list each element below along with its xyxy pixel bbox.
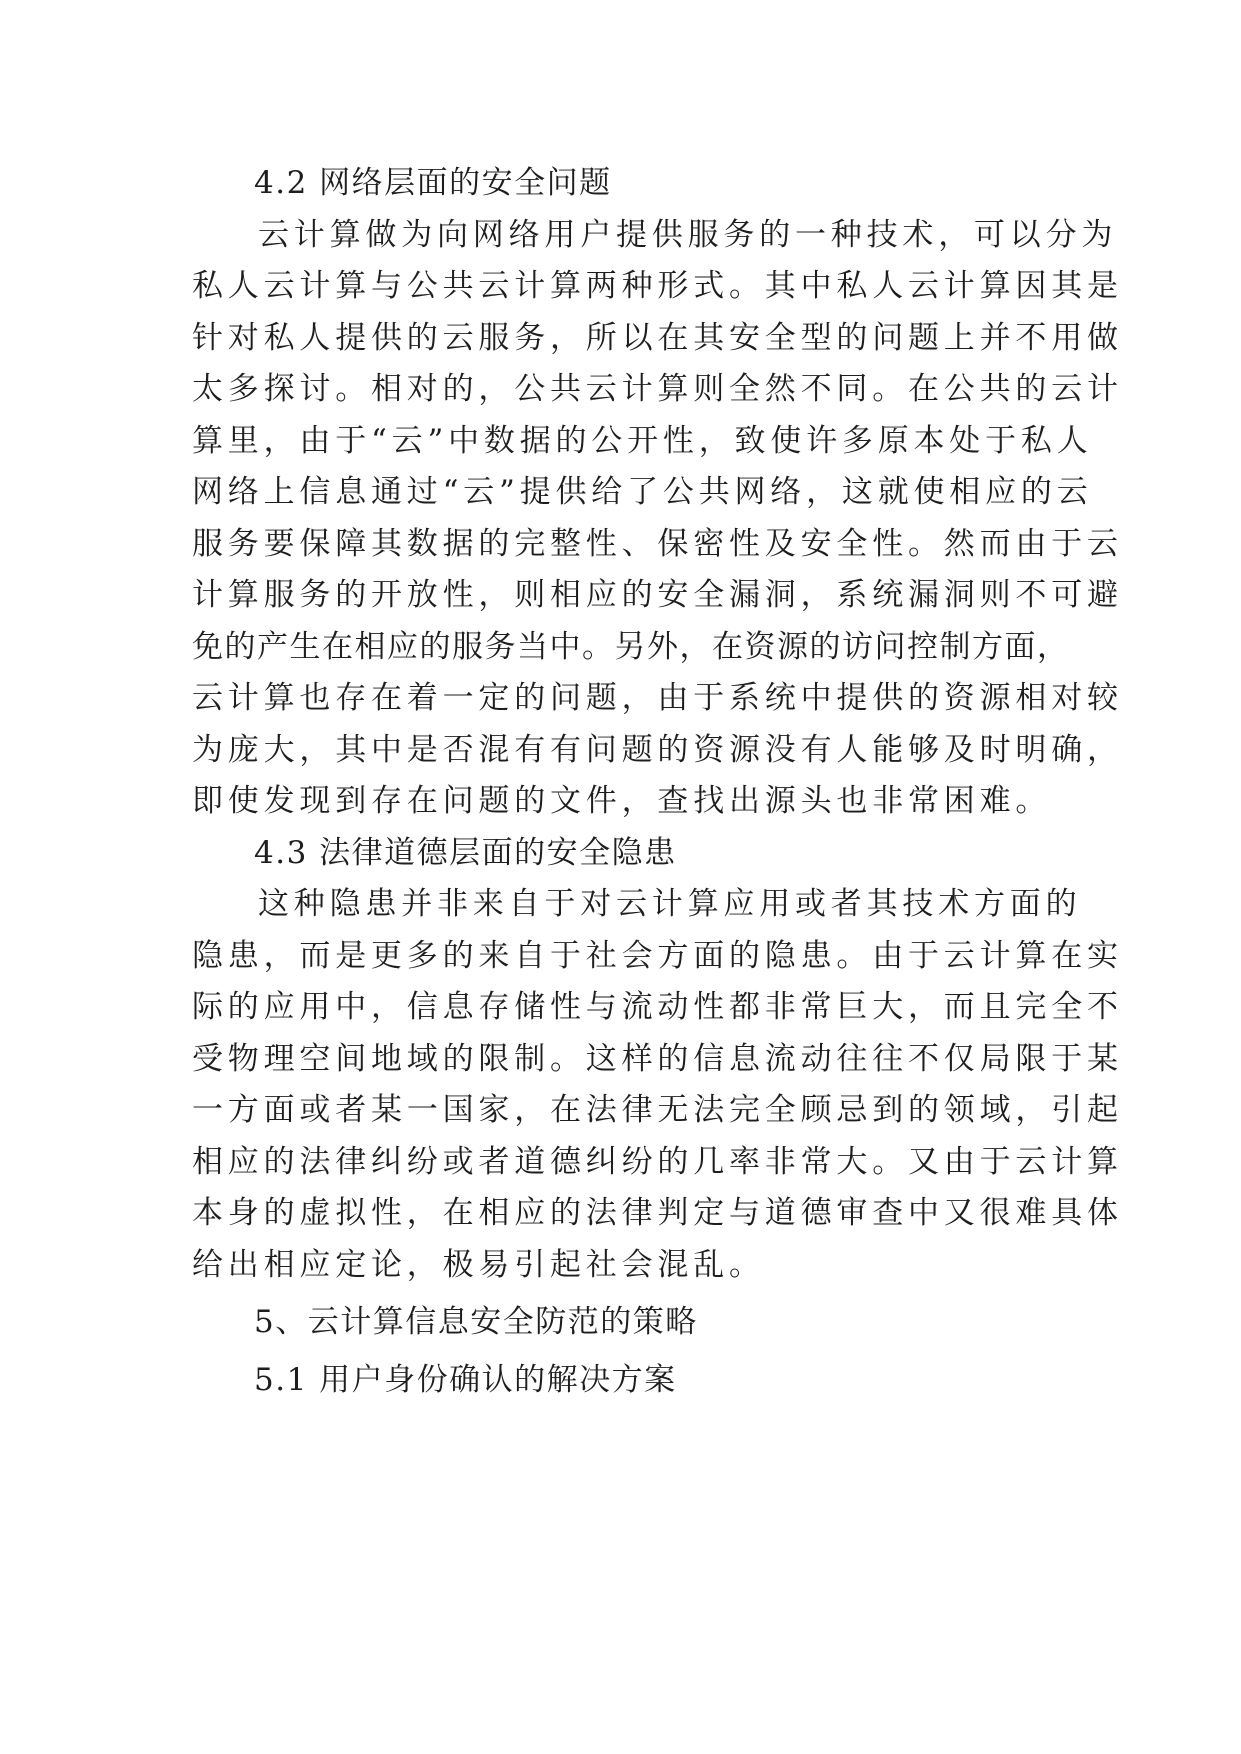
text-line: 网络上信息通过“云”提供给了公共网络，这就使相应的云 xyxy=(192,474,1093,510)
text-line: 为庞大，其中是否混有有问题的资源没有人能够及时明确， xyxy=(192,731,1123,768)
text-line: 一方面或者某一国家，在法律无法完全顾忌到的领域，引起 xyxy=(192,1092,1123,1128)
text-line: 给出相应定论，极易引起社会混乱。 xyxy=(192,1246,765,1283)
text-line: 太多探讨。相对的，公共云计算则全然不同。在公共的云计 xyxy=(192,371,1123,407)
text-line: 私人云计算与公共云计算两种形式。其中私人云计算因其是 xyxy=(192,268,1123,304)
text-line: 即使发现到存在问题的文件，查找出源头也非常困难。 xyxy=(192,783,1052,819)
text-line: 算里，由于“云”中数据的公开性，致使许多原本处于私人 xyxy=(192,422,1093,459)
text-line: 隐患，而是更多的来自于社会方面的隐患。由于云计算在实 xyxy=(192,937,1123,974)
text-line: 免的产生在相应的服务当中。另外，在资源的访问控制方面， xyxy=(192,628,1070,665)
text-line: 际的应用中，信息存储性与流动性都非常巨大，而且完全不 xyxy=(192,989,1123,1025)
text-line: 相应的法律纠纷或者道德纠纷的几率非常大。又由于云计算 xyxy=(192,1143,1123,1180)
section-heading-5-1: 5.1 用户身份确认的解决方案 xyxy=(254,1361,677,1398)
text-line: 云计算也存在着一定的问题，由于系统中提供的资源相对较 xyxy=(192,680,1123,716)
section-heading-5: 5、云计算信息安全防范的策略 xyxy=(254,1304,698,1340)
paragraph-legal-ethical xyxy=(192,879,1123,1291)
document-body xyxy=(192,158,1123,1406)
section-heading-4-2: 4.2 网络层面的安全问题 xyxy=(254,165,612,201)
text-line: 计算服务的开放性，则相应的安全漏洞，系统漏洞则不可避 xyxy=(192,577,1123,613)
text-line: 云计算做为向网络用户提供服务的一种技术，可以分为 xyxy=(258,216,1118,253)
paragraph-network-security xyxy=(192,210,1123,828)
section-heading-4-3: 4.3 法律道德层面的安全隐患 xyxy=(254,834,677,871)
text-line: 针对私人提供的云服务，所以在其安全型的问题上并不用做 xyxy=(192,319,1123,356)
text-line: 这种隐患并非来自于对云计算应用或者其技术方面的 xyxy=(258,886,1082,922)
text-line: 服务要保障其数据的完整性、保密性及安全性。然而由于云 xyxy=(192,525,1123,562)
text-line: 受物理空间地域的限制。这样的信息流动往往不仅局限于某 xyxy=(192,1040,1123,1077)
text-line: 本身的虚拟性，在相应的法律判定与道德审查中又很难具体 xyxy=(192,1195,1123,1231)
